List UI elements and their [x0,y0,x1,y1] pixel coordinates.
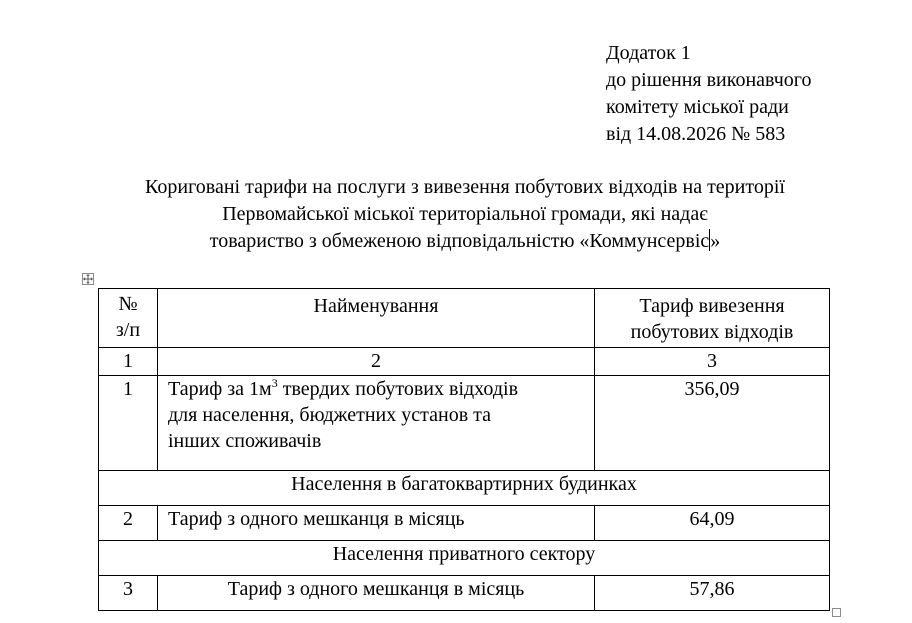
section-title: Населення в багатоквартирних будинках [99,471,830,506]
column-number-3: 3 [595,348,830,376]
addendum-line-2: до рішення виконавчого [606,69,812,91]
section-row-apartments [99,471,830,506]
tariff-table [98,288,830,611]
row-name-superscript: 3 [271,376,278,390]
row-name-line-3: інших споживачів [168,430,322,452]
table-header-row [99,289,830,348]
table-row [99,376,830,471]
addendum-block [606,40,812,148]
header-number-cell [99,289,158,348]
row-name-part-a: Тариф за 1м [168,378,272,400]
row-value: 64,09 [595,506,830,541]
row-value: 57,86 [595,576,830,611]
table-resize-handle[interactable] [832,608,841,617]
column-number-row [99,348,830,376]
header-tariff-line-1: Тариф вивезення [639,295,785,317]
addendum-line-3: комітету міської ради [606,96,789,118]
header-number-sign: № [118,293,138,315]
row-number: 2 [99,506,158,541]
column-number-1: 1 [99,348,158,376]
table-row [99,506,830,541]
heading-line-3 [0,228,912,255]
header-tariff-cell [595,289,830,348]
header-name-label: Найменування [313,295,439,317]
column-number-2: 2 [158,348,595,376]
addendum-line-4: від 14.08.2026 № 583 [606,123,786,145]
row-name-part-b: твердих побутових відходів [277,378,519,400]
row-name [158,376,595,471]
row-number: 3 [99,576,158,611]
row-name: Тариф з одного мешканця в місяць [158,506,595,541]
header-tariff-line-2: побутових відходів [630,321,794,343]
row-name-line-2: для населення, бюджетних установ та [168,404,491,426]
addendum-line-1: Додаток 1 [606,42,691,64]
header-number-abbr: з/п [115,319,141,341]
row-number: 1 [99,376,158,471]
heading-line-2: Первомайської міської територіальної громади, які надає [222,203,708,225]
row-name: Тариф з одного мешканця в місяць [158,576,595,611]
heading-line-3-text: товариство з обмеженою відповідальністю «Коммунсервіс [209,230,710,252]
header-name-cell [158,289,595,348]
row-value: 356,09 [595,376,830,471]
heading-line-1: Кориговані тарифи на послуги з вивезення побутових відходів на території [145,176,785,198]
heading-line-3-end: » [710,230,721,252]
table-row [99,576,830,611]
document-heading [0,174,912,255]
table-move-handle-icon[interactable] [82,273,94,285]
section-title: Населення приватного сектору [99,541,830,576]
section-row-private [99,541,830,576]
row-name-line-1 [168,376,594,402]
